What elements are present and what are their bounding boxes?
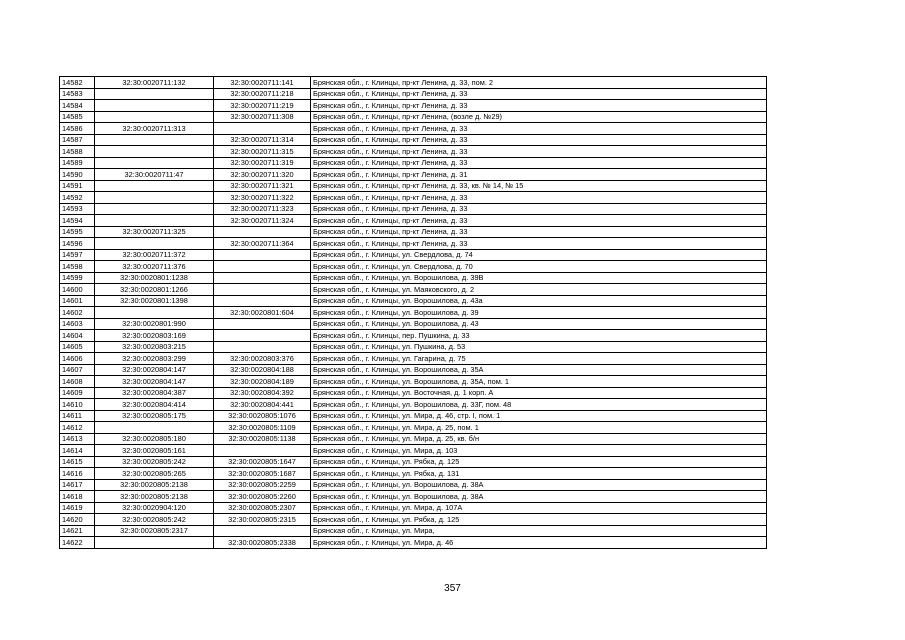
row-number-cell: 14600 xyxy=(60,284,95,296)
address-cell: Брянская обл., г. Клинцы, пр-кт Ленина, д. 33 xyxy=(311,123,767,135)
table-row xyxy=(60,134,767,146)
address-cell: Брянская обл., г. Клинцы, ул. Мира, д. 107А xyxy=(311,502,767,514)
cadastral-number-cell: 32:30:0020711:313 xyxy=(95,123,214,135)
table-row xyxy=(60,376,767,388)
object-cadastral-number-cell: 32:30:0020711:141 xyxy=(214,77,311,89)
cadastral-number-cell: 32:30:0020904:120 xyxy=(95,502,214,514)
object-cadastral-number-cell: 32:30:0020805:1076 xyxy=(214,410,311,422)
address-cell: Брянская обл., г. Клинцы, пр-кт Ленина, д. 33 xyxy=(311,157,767,169)
address-cell: Брянская обл., г. Клинцы, ул. Ворошилова, д. 38А xyxy=(311,491,767,503)
cadastral-number-cell xyxy=(95,537,214,549)
table-row xyxy=(60,318,767,330)
cadastral-number-cell xyxy=(95,134,214,146)
table-row xyxy=(60,364,767,376)
table-row xyxy=(60,422,767,434)
cadastral-number-cell xyxy=(95,100,214,112)
table-row xyxy=(60,387,767,399)
cadastral-number-cell xyxy=(95,111,214,123)
address-cell: Брянская обл., г. Клинцы, ул. Мира, д. 25, пом. 1 xyxy=(311,422,767,434)
cadastral-number-cell: 32:30:0020711:376 xyxy=(95,261,214,273)
object-cadastral-number-cell: 32:30:0020711:219 xyxy=(214,100,311,112)
cadastral-number-cell: 32:30:0020804:147 xyxy=(95,364,214,376)
address-cell: Брянская обл., г. Клинцы, ул. Ворошилова, д. 38А xyxy=(311,479,767,491)
object-cadastral-number-cell xyxy=(214,226,311,238)
cadastral-number-cell xyxy=(95,238,214,250)
table-row xyxy=(60,272,767,284)
row-number-cell: 14583 xyxy=(60,88,95,100)
table-row xyxy=(60,399,767,411)
object-cadastral-number-cell: 32:30:0020805:1687 xyxy=(214,468,311,480)
row-number-cell: 14584 xyxy=(60,100,95,112)
cadastral-number-cell: 32:30:0020711:325 xyxy=(95,226,214,238)
object-cadastral-number-cell xyxy=(214,284,311,296)
object-cadastral-number-cell: 32:30:0020805:1109 xyxy=(214,422,311,434)
object-cadastral-number-cell: 32:30:0020803:376 xyxy=(214,353,311,365)
page-number: 357 xyxy=(444,583,461,594)
object-cadastral-number-cell: 32:30:0020804:188 xyxy=(214,364,311,376)
table-row xyxy=(60,410,767,422)
table-row xyxy=(60,445,767,457)
table-row xyxy=(60,123,767,135)
object-cadastral-number-cell: 32:30:0020711:323 xyxy=(214,203,311,215)
object-cadastral-number-cell: 32:30:0020711:218 xyxy=(214,88,311,100)
object-cadastral-number-cell xyxy=(214,123,311,135)
address-cell: Брянская обл., г. Клинцы, ул. Мира, д. 46, стр. I, пом. 1 xyxy=(311,410,767,422)
object-cadastral-number-cell xyxy=(214,318,311,330)
address-cell: Брянская обл., г. Клинцы, пр-кт Ленина, д. 33 xyxy=(311,192,767,204)
address-cell: Брянская обл., г. Клинцы, пр-кт Ленина, д. 33 xyxy=(311,203,767,215)
address-cell: Брянская обл., г. Клинцы, ул. Восточная, д. 1 корп. А xyxy=(311,387,767,399)
row-number-cell: 14590 xyxy=(60,169,95,181)
cadastral-number-cell xyxy=(95,146,214,158)
address-cell: Брянская обл., г. Клинцы, ул. Маяковского, д. 2 xyxy=(311,284,767,296)
address-cell: Брянская обл., г. Клинцы, ул. Свердлова, д. 70 xyxy=(311,261,767,273)
address-cell: Брянская обл., г. Клинцы, ул. Мира, д. 103 xyxy=(311,445,767,457)
cadastral-number-cell: 32:30:0020804:387 xyxy=(95,387,214,399)
cadastral-number-cell xyxy=(95,88,214,100)
row-number-cell: 14604 xyxy=(60,330,95,342)
cadastral-number-cell xyxy=(95,215,214,227)
table-row xyxy=(60,330,767,342)
table-row xyxy=(60,169,767,181)
row-number-cell: 14586 xyxy=(60,123,95,135)
row-number-cell: 14602 xyxy=(60,307,95,319)
cadastral-number-cell: 32:30:0020805:2138 xyxy=(95,491,214,503)
address-cell: Брянская обл., г. Клинцы, ул. Рябка, д. 125 xyxy=(311,456,767,468)
address-cell: Брянская обл., г. Клинцы, пр-кт Ленина, д. 33 xyxy=(311,134,767,146)
object-cadastral-number-cell: 32:30:0020805:2315 xyxy=(214,514,311,526)
row-number-cell: 14610 xyxy=(60,399,95,411)
row-number-cell: 14612 xyxy=(60,422,95,434)
address-cell: Брянская обл., г. Клинцы, пр-кт Ленина, д. 33 xyxy=(311,238,767,250)
address-cell: Брянская обл., г. Клинцы, пер. Пушкина, д. 33 xyxy=(311,330,767,342)
table-row xyxy=(60,307,767,319)
object-cadastral-number-cell: 32:30:0020805:2307 xyxy=(214,502,311,514)
cadastral-number-cell: 32:30:0020711:372 xyxy=(95,249,214,261)
address-cell: Брянская обл., г. Клинцы, пр-кт Ленина, (возле д. №29) xyxy=(311,111,767,123)
cadastral-number-cell: 32:30:0020803:169 xyxy=(95,330,214,342)
object-cadastral-number-cell xyxy=(214,261,311,273)
object-cadastral-number-cell: 32:30:0020804:441 xyxy=(214,399,311,411)
cadastral-number-cell: 32:30:0020801:1266 xyxy=(95,284,214,296)
table-body xyxy=(60,77,767,549)
row-number-cell: 14606 xyxy=(60,353,95,365)
address-cell: Брянская обл., г. Клинцы, ул. Мира, д. 25, кв. б/н xyxy=(311,433,767,445)
object-cadastral-number-cell: 32:30:0020711:324 xyxy=(214,215,311,227)
row-number-cell: 14592 xyxy=(60,192,95,204)
cadastral-number-cell: 32:30:0020805:180 xyxy=(95,433,214,445)
object-cadastral-number-cell xyxy=(214,249,311,261)
object-cadastral-number-cell: 32:30:0020804:189 xyxy=(214,376,311,388)
table-row xyxy=(60,353,767,365)
object-cadastral-number-cell: 32:30:0020711:321 xyxy=(214,180,311,192)
address-cell: Брянская обл., г. Клинцы, пр-кт Ленина, д. 31 xyxy=(311,169,767,181)
row-number-cell: 14593 xyxy=(60,203,95,215)
table-row xyxy=(60,502,767,514)
table-row xyxy=(60,77,767,89)
row-number-cell: 14619 xyxy=(60,502,95,514)
cadastral-number-cell xyxy=(95,203,214,215)
object-cadastral-number-cell xyxy=(214,272,311,284)
object-cadastral-number-cell: 32:30:0020711:319 xyxy=(214,157,311,169)
address-cell: Брянская обл., г. Клинцы, ул. Рябка, д. 131 xyxy=(311,468,767,480)
table-row xyxy=(60,525,767,537)
row-number-cell: 14587 xyxy=(60,134,95,146)
cadastral-number-cell: 32:30:0020711:47 xyxy=(95,169,214,181)
row-number-cell: 14614 xyxy=(60,445,95,457)
address-cell: Брянская обл., г. Клинцы, ул. Мира, xyxy=(311,525,767,537)
table-row xyxy=(60,111,767,123)
table-row xyxy=(60,215,767,227)
cadastral-number-cell xyxy=(95,192,214,204)
address-cell: Брянская обл., г. Клинцы, пр-кт Ленина, д. 33 xyxy=(311,226,767,238)
cadastral-number-cell: 32:30:0020803:299 xyxy=(95,353,214,365)
row-number-cell: 14603 xyxy=(60,318,95,330)
table-row xyxy=(60,284,767,296)
address-cell: Брянская обл., г. Клинцы, ул. Мира, д. 46 xyxy=(311,537,767,549)
row-number-cell: 14615 xyxy=(60,456,95,468)
address-cell: Брянская обл., г. Клинцы, ул. Рябка, д. 125 xyxy=(311,514,767,526)
address-cell: Брянская обл., г. Клинцы, ул. Гагарина, д. 75 xyxy=(311,353,767,365)
row-number-cell: 14599 xyxy=(60,272,95,284)
row-number-cell: 14598 xyxy=(60,261,95,273)
address-cell: Брянская обл., г. Клинцы, пр-кт Ленина, д. 33 xyxy=(311,146,767,158)
row-number-cell: 14611 xyxy=(60,410,95,422)
object-cadastral-number-cell: 32:30:0020711:322 xyxy=(214,192,311,204)
property-table xyxy=(59,76,767,549)
cadastral-number-cell: 32:30:0020805:2317 xyxy=(95,525,214,537)
cadastral-number-cell: 32:30:0020804:147 xyxy=(95,376,214,388)
object-cadastral-number-cell xyxy=(214,525,311,537)
object-cadastral-number-cell xyxy=(214,341,311,353)
table-row xyxy=(60,203,767,215)
object-cadastral-number-cell: 32:30:0020711:314 xyxy=(214,134,311,146)
row-number-cell: 14582 xyxy=(60,77,95,89)
table-row xyxy=(60,261,767,273)
row-number-cell: 14613 xyxy=(60,433,95,445)
object-cadastral-number-cell: 32:30:0020805:1647 xyxy=(214,456,311,468)
address-cell: Брянская обл., г. Клинцы, ул. Ворошилова, д. 35А, пом. 1 xyxy=(311,376,767,388)
object-cadastral-number-cell: 32:30:0020711:315 xyxy=(214,146,311,158)
table-row xyxy=(60,146,767,158)
row-number-cell: 14620 xyxy=(60,514,95,526)
table-row xyxy=(60,433,767,445)
cadastral-number-cell: 32:30:0020805:242 xyxy=(95,514,214,526)
table-row xyxy=(60,295,767,307)
row-number-cell: 14596 xyxy=(60,238,95,250)
row-number-cell: 14589 xyxy=(60,157,95,169)
object-cadastral-number-cell: 32:30:0020711:308 xyxy=(214,111,311,123)
object-cadastral-number-cell: 32:30:0020801:604 xyxy=(214,307,311,319)
row-number-cell: 14597 xyxy=(60,249,95,261)
object-cadastral-number-cell xyxy=(214,295,311,307)
row-number-cell: 14588 xyxy=(60,146,95,158)
address-cell: Брянская обл., г. Клинцы, пр-кт Ленина, д. 33, кв. № 14, № 15 xyxy=(311,180,767,192)
row-number-cell: 14621 xyxy=(60,525,95,537)
table-row xyxy=(60,341,767,353)
cadastral-number-cell: 32:30:0020801:990 xyxy=(95,318,214,330)
cadastral-number-cell: 32:30:0020805:2138 xyxy=(95,479,214,491)
table-row xyxy=(60,491,767,503)
table-row xyxy=(60,192,767,204)
row-number-cell: 14609 xyxy=(60,387,95,399)
cadastral-number-cell: 32:30:0020805:242 xyxy=(95,456,214,468)
row-number-cell: 14595 xyxy=(60,226,95,238)
row-number-cell: 14585 xyxy=(60,111,95,123)
row-number-cell: 14618 xyxy=(60,491,95,503)
address-cell: Брянская обл., г. Клинцы, пр-кт Ленина, д. 33 xyxy=(311,100,767,112)
address-cell: Брянская обл., г. Клинцы, ул. Пушкина, д. 53 xyxy=(311,341,767,353)
object-cadastral-number-cell xyxy=(214,330,311,342)
object-cadastral-number-cell: 32:30:0020804:392 xyxy=(214,387,311,399)
table-row xyxy=(60,514,767,526)
cadastral-number-cell xyxy=(95,307,214,319)
table-row xyxy=(60,456,767,468)
cadastral-number-cell: 32:30:0020801:1238 xyxy=(95,272,214,284)
row-number-cell: 14616 xyxy=(60,468,95,480)
cadastral-number-cell: 32:30:0020805:161 xyxy=(95,445,214,457)
row-number-cell: 14622 xyxy=(60,537,95,549)
row-number-cell: 14617 xyxy=(60,479,95,491)
object-cadastral-number-cell: 32:30:0020805:2259 xyxy=(214,479,311,491)
address-cell: Брянская обл., г. Клинцы, пр-кт Ленина, д. 33 xyxy=(311,215,767,227)
cadastral-number-cell xyxy=(95,157,214,169)
row-number-cell: 14605 xyxy=(60,341,95,353)
object-cadastral-number-cell: 32:30:0020805:1138 xyxy=(214,433,311,445)
object-cadastral-number-cell xyxy=(214,445,311,457)
table-row xyxy=(60,226,767,238)
table-row xyxy=(60,537,767,549)
cadastral-number-cell xyxy=(95,422,214,434)
table-row xyxy=(60,100,767,112)
address-cell: Брянская обл., г. Клинцы, ул. Ворошилова, д. 39В xyxy=(311,272,767,284)
object-cadastral-number-cell: 32:30:0020805:2260 xyxy=(214,491,311,503)
cadastral-number-cell: 32:30:0020803:215 xyxy=(95,341,214,353)
object-cadastral-number-cell: 32:30:0020711:364 xyxy=(214,238,311,250)
address-cell: Брянская обл., г. Клинцы, ул. Свердлова, д. 74 xyxy=(311,249,767,261)
table-row xyxy=(60,468,767,480)
row-number-cell: 14601 xyxy=(60,295,95,307)
row-number-cell: 14607 xyxy=(60,364,95,376)
table-row xyxy=(60,180,767,192)
address-cell: Брянская обл., г. Клинцы, ул. Ворошилова, д. 35А xyxy=(311,364,767,376)
table-row xyxy=(60,479,767,491)
cadastral-number-cell: 32:30:0020805:265 xyxy=(95,468,214,480)
cadastral-number-cell: 32:30:0020711:132 xyxy=(95,77,214,89)
address-cell: Брянская обл., г. Клинцы, ул. Ворошилова, д. 43 xyxy=(311,318,767,330)
table-row xyxy=(60,88,767,100)
address-cell: Брянская обл., г. Клинцы, ул. Ворошилова, д. 39 xyxy=(311,307,767,319)
cadastral-number-cell xyxy=(95,180,214,192)
row-number-cell: 14591 xyxy=(60,180,95,192)
object-cadastral-number-cell: 32:30:0020805:2338 xyxy=(214,537,311,549)
row-number-cell: 14608 xyxy=(60,376,95,388)
cadastral-number-cell: 32:30:0020805:175 xyxy=(95,410,214,422)
cadastral-number-cell: 32:30:0020804:414 xyxy=(95,399,214,411)
cadastral-number-cell: 32:30:0020801:1398 xyxy=(95,295,214,307)
table-row xyxy=(60,238,767,250)
address-cell: Брянская обл., г. Клинцы, ул. Ворошилова, д. 43а xyxy=(311,295,767,307)
table-row xyxy=(60,249,767,261)
table-row xyxy=(60,157,767,169)
address-cell: Брянская обл., г. Клинцы, пр-кт Ленина, д. 33 xyxy=(311,88,767,100)
address-cell: Брянская обл., г. Клинцы, пр-кт Ленина, д. 33, пом. 2 xyxy=(311,77,767,89)
object-cadastral-number-cell: 32:30:0020711:320 xyxy=(214,169,311,181)
address-cell: Брянская обл., г. Клинцы, ул. Ворошилова, д. 33Г, пом. 48 xyxy=(311,399,767,411)
row-number-cell: 14594 xyxy=(60,215,95,227)
